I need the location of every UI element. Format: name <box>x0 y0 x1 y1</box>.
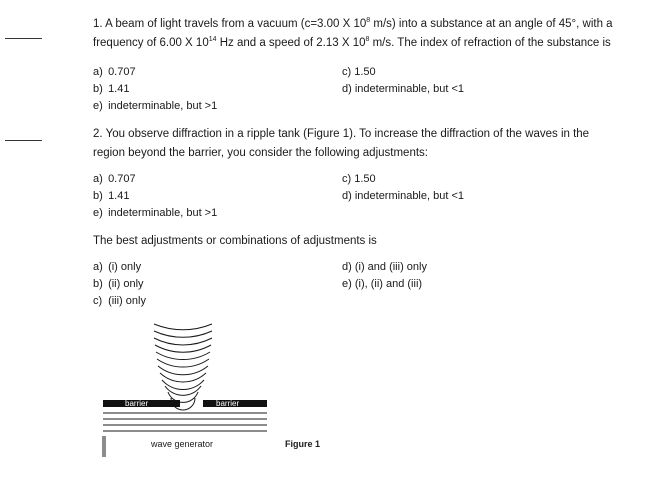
q1-option-c: c) 1.50 <box>342 66 376 78</box>
wave-generator <box>103 436 105 457</box>
wave-generator-label: wave generator <box>151 439 214 449</box>
combo-option-b: b) (ii) only <box>93 278 144 290</box>
ripple-tank-figure <box>95 312 335 457</box>
q2-option-b: b) 1.41 <box>93 190 130 202</box>
combo-option-c: c) (iii) only <box>93 295 146 307</box>
barrier-right-label: barrier <box>216 399 240 408</box>
figure-caption: Figure 1 <box>285 439 321 449</box>
answer-blank-q1 <box>5 38 42 39</box>
q1-option-a: a) 0.707 <box>93 66 136 78</box>
q1-option-d: d) indeterminable, but <1 <box>342 83 464 95</box>
combo-option-a: a) (i) only <box>93 261 142 273</box>
q2-option-a: a) 0.707 <box>93 173 136 185</box>
q2-option-d: d) indeterminable, but <1 <box>342 190 464 202</box>
q2-option-c: c) 1.50 <box>342 173 376 185</box>
question-2-stem: 2. You observe diffraction in a ripple tank (Figure 1). To increase the diffraction of the waves in the region beyond the barrier, you consider the following adjustments: <box>93 128 590 159</box>
combination-prompt: The best adjustments or combinations of adjustments is <box>93 235 377 247</box>
answer-blank-q2 <box>5 140 42 141</box>
barrier-left-label: barrier <box>125 399 149 408</box>
q1-option-b: b) 1.41 <box>93 83 130 95</box>
diffracted-wavefronts <box>154 324 212 410</box>
combo-option-d: d) (i) and (iii) only <box>342 261 427 273</box>
q2-option-e: e) indeterminable, but >1 <box>93 207 218 219</box>
q1-option-e: e) indeterminable, but >1 <box>93 100 218 112</box>
question-1-stem: 1. A beam of light travels from a vacuum (c=3.00 X $10^8$ m/s) into a substance at an angle of 45°, with a frequency of 6.00 X $10^{14}$ Hz and a speed of 2.13 X $10^8$ m/s. The index of refraction of the substance is <box>93 17 613 49</box>
combo-option-e: e) (i), (ii) and (iii) <box>342 278 423 290</box>
incident-wavefronts <box>103 413 267 431</box>
